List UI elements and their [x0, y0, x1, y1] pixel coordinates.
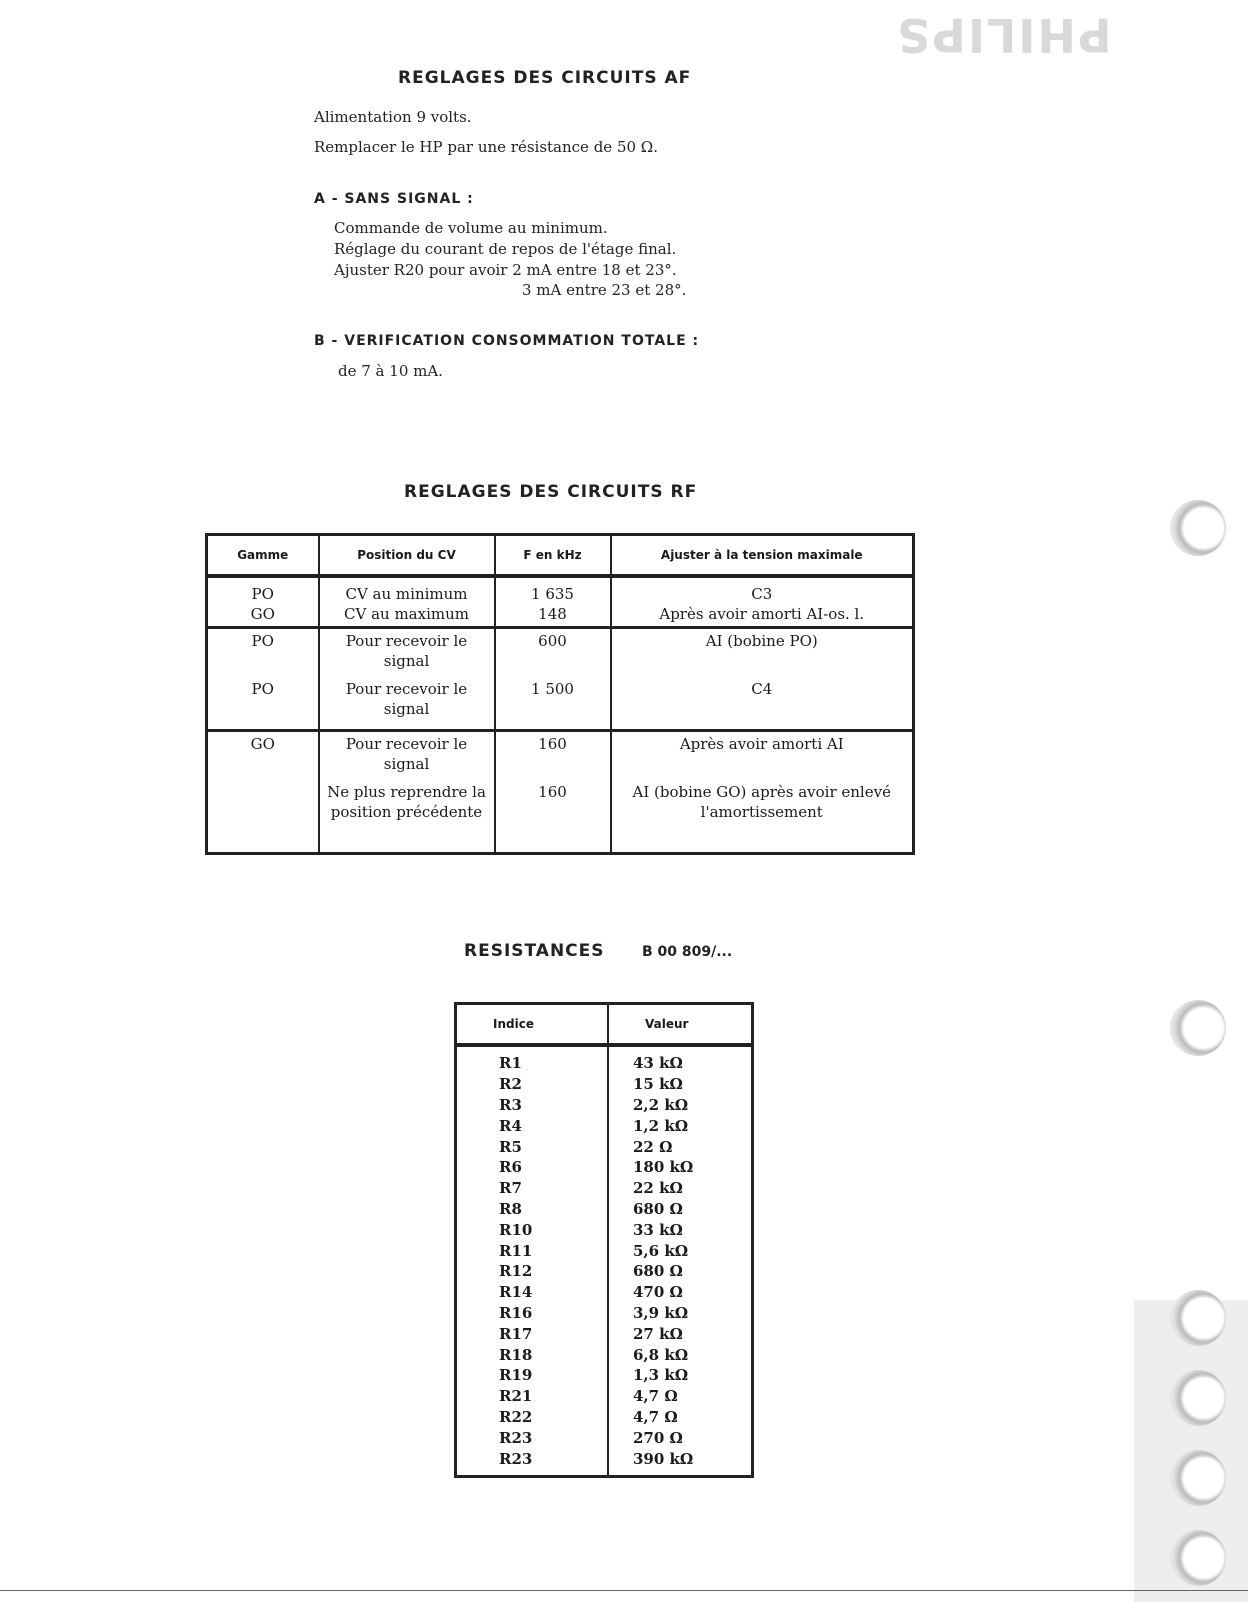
table-row	[456, 1199, 753, 1220]
rf-gamme: PO	[251, 680, 274, 698]
rf-header-gamme: Gamme	[207, 535, 319, 577]
res-indice: R14	[456, 1282, 609, 1303]
table-row	[456, 1178, 753, 1199]
res-valeur: 22 Ω	[608, 1136, 753, 1157]
rf-gamme: GO	[250, 605, 275, 623]
res-indice: R17	[456, 1323, 609, 1344]
res-indice: R18	[456, 1344, 609, 1365]
rf-cell-ajuster	[611, 731, 914, 854]
rf-gamme: GO	[250, 735, 275, 753]
rf-gamme	[214, 782, 312, 850]
res-valeur: 180 kΩ	[608, 1157, 753, 1178]
res-indice: R22	[456, 1407, 609, 1428]
rf-gamme: PO	[251, 632, 274, 650]
table-row	[456, 1219, 753, 1240]
res-indice: R6	[456, 1157, 609, 1178]
rf-cell-freq	[495, 628, 611, 731]
res-valeur: 4,7 Ω	[608, 1407, 753, 1428]
rf-header-row	[207, 535, 914, 577]
table-row	[456, 1115, 753, 1136]
rf-cell-gamme	[207, 628, 319, 731]
punch-hole	[1170, 1530, 1226, 1586]
table-row	[456, 1282, 753, 1303]
rf-position: Pour recevoir le signal	[345, 632, 468, 670]
res-indice: R12	[456, 1261, 609, 1282]
rf-ajuster: AI (bobine GO) après avoir enlevé l'amortissement	[632, 783, 891, 821]
rf-header-position: Position du CV	[319, 535, 495, 577]
res-header-valeur: Valeur	[608, 1004, 753, 1046]
rf-header-ajuster: Ajuster à la tension maximale	[611, 535, 914, 577]
rf-row	[207, 628, 914, 731]
table-row	[456, 1448, 753, 1476]
res-valeur: 15 kΩ	[608, 1074, 753, 1095]
res-indice: R16	[456, 1303, 609, 1324]
punch-hole	[1170, 500, 1226, 556]
section-a-line: Réglage du courant de repos de l'étage final.	[334, 240, 677, 258]
res-valeur: 270 Ω	[608, 1427, 753, 1448]
rf-ajuster: C3	[751, 585, 773, 603]
rf-title: REGLAGES DES CIRCUITS RF	[404, 482, 698, 502]
rf-table	[205, 533, 915, 855]
section-b-title: B - VERIFICATION CONSOMMATION TOTALE :	[314, 333, 700, 349]
punch-hole	[1170, 1000, 1226, 1056]
res-valeur: 4,7 Ω	[608, 1386, 753, 1407]
res-indice: R4	[456, 1115, 609, 1136]
res-header-indice: Indice	[456, 1004, 609, 1046]
bottom-rule	[0, 1590, 1248, 1591]
rf-freq: 148	[538, 605, 567, 623]
res-indice: R8	[456, 1199, 609, 1220]
res-valeur: 22 kΩ	[608, 1178, 753, 1199]
punch-hole	[1170, 1290, 1226, 1346]
rf-header-freq: F en kHz	[495, 535, 611, 577]
table-row	[456, 1344, 753, 1365]
section-a-line: 3 mA entre 23 et 28°.	[522, 281, 687, 299]
res-valeur: 33 kΩ	[608, 1219, 753, 1240]
rf-cell-position	[319, 731, 495, 854]
res-indice: R23	[456, 1448, 609, 1476]
table-row	[456, 1365, 753, 1386]
res-valeur: 1,2 kΩ	[608, 1115, 753, 1136]
rf-cell-freq	[495, 731, 611, 854]
rf-freq: 1 635	[531, 585, 574, 603]
table-row	[456, 1427, 753, 1448]
rf-freq: 600	[538, 632, 567, 650]
table-row	[456, 1045, 753, 1074]
section-a-line: Ajuster R20 pour avoir 2 mA entre 18 et 23°.	[334, 261, 677, 279]
table-row	[456, 1323, 753, 1344]
res-indice: R3	[456, 1095, 609, 1116]
res-indice: R19	[456, 1365, 609, 1386]
res-valeur: 6,8 kΩ	[608, 1344, 753, 1365]
rf-freq: 160	[538, 783, 567, 801]
section-a-line: Commande de volume au minimum.	[334, 219, 608, 237]
res-valeur: 3,9 kΩ	[608, 1303, 753, 1324]
rf-gamme: PO	[251, 585, 274, 603]
resistances-title: RESISTANCES	[464, 941, 605, 961]
table-row	[456, 1136, 753, 1157]
table-row	[456, 1074, 753, 1095]
af-line-hp: Remplacer le HP par une résistance de 50 Ω.	[314, 138, 659, 156]
res-indice: R11	[456, 1240, 609, 1261]
rf-cell-gamme	[207, 731, 319, 854]
rf-cell-ajuster	[611, 576, 914, 628]
table-row	[456, 1157, 753, 1178]
res-indice: R5	[456, 1136, 609, 1157]
res-indice: R1	[456, 1045, 609, 1074]
rf-cell-freq	[495, 576, 611, 628]
rf-cell-position	[319, 576, 495, 628]
res-indice: R21	[456, 1386, 609, 1407]
res-valeur: 470 Ω	[608, 1282, 753, 1303]
table-row	[456, 1386, 753, 1407]
res-valeur: 1,3 kΩ	[608, 1365, 753, 1386]
section-b-line: de 7 à 10 mA.	[338, 362, 443, 380]
rf-freq: 1 500	[531, 680, 574, 698]
rf-ajuster: C4	[751, 680, 773, 698]
res-valeur: 390 kΩ	[608, 1448, 753, 1476]
res-valeur: 680 Ω	[608, 1199, 753, 1220]
res-indice: R23	[456, 1427, 609, 1448]
resistances-ref: B 00 809/...	[642, 944, 733, 960]
rf-row	[207, 731, 914, 854]
table-row	[456, 1240, 753, 1261]
res-valeur: 2,2 kΩ	[608, 1095, 753, 1116]
rf-row	[207, 576, 914, 628]
af-title: REGLAGES DES CIRCUITS AF	[398, 68, 692, 88]
rf-freq: 160	[538, 735, 567, 753]
resistances-table	[454, 1002, 754, 1478]
res-indice: R2	[456, 1074, 609, 1095]
punch-hole	[1170, 1370, 1226, 1426]
table-row	[456, 1407, 753, 1428]
rf-cell-gamme	[207, 576, 319, 628]
section-a-title: A - SANS SIGNAL :	[314, 191, 474, 207]
res-valeur: 43 kΩ	[608, 1045, 753, 1074]
rf-position: Ne plus reprendre la position précédente	[327, 783, 486, 821]
rf-position: CV au maximum	[344, 605, 469, 623]
rf-ajuster: Après avoir amorti AI	[679, 735, 844, 753]
rf-position: Pour recevoir le signal	[345, 735, 468, 773]
rf-cell-position	[319, 628, 495, 731]
res-header-row	[456, 1004, 753, 1046]
philips-watermark: PHILIPS	[895, 8, 1112, 62]
table-row	[456, 1261, 753, 1282]
punch-hole	[1170, 1450, 1226, 1506]
res-valeur: 27 kΩ	[608, 1323, 753, 1344]
res-indice: R10	[456, 1219, 609, 1240]
rf-ajuster: Après avoir amorti AI-os. l.	[659, 605, 865, 623]
res-valeur: 5,6 kΩ	[608, 1240, 753, 1261]
rf-position: Pour recevoir le signal	[345, 680, 468, 718]
table-row	[456, 1095, 753, 1116]
rf-cell-ajuster	[611, 628, 914, 731]
res-valeur: 680 Ω	[608, 1261, 753, 1282]
rf-ajuster: AI (bobine PO)	[705, 632, 818, 650]
table-row	[456, 1303, 753, 1324]
res-indice: R7	[456, 1178, 609, 1199]
rf-position: CV au minimum	[345, 585, 468, 603]
af-line-supply: Alimentation 9 volts.	[314, 108, 472, 126]
